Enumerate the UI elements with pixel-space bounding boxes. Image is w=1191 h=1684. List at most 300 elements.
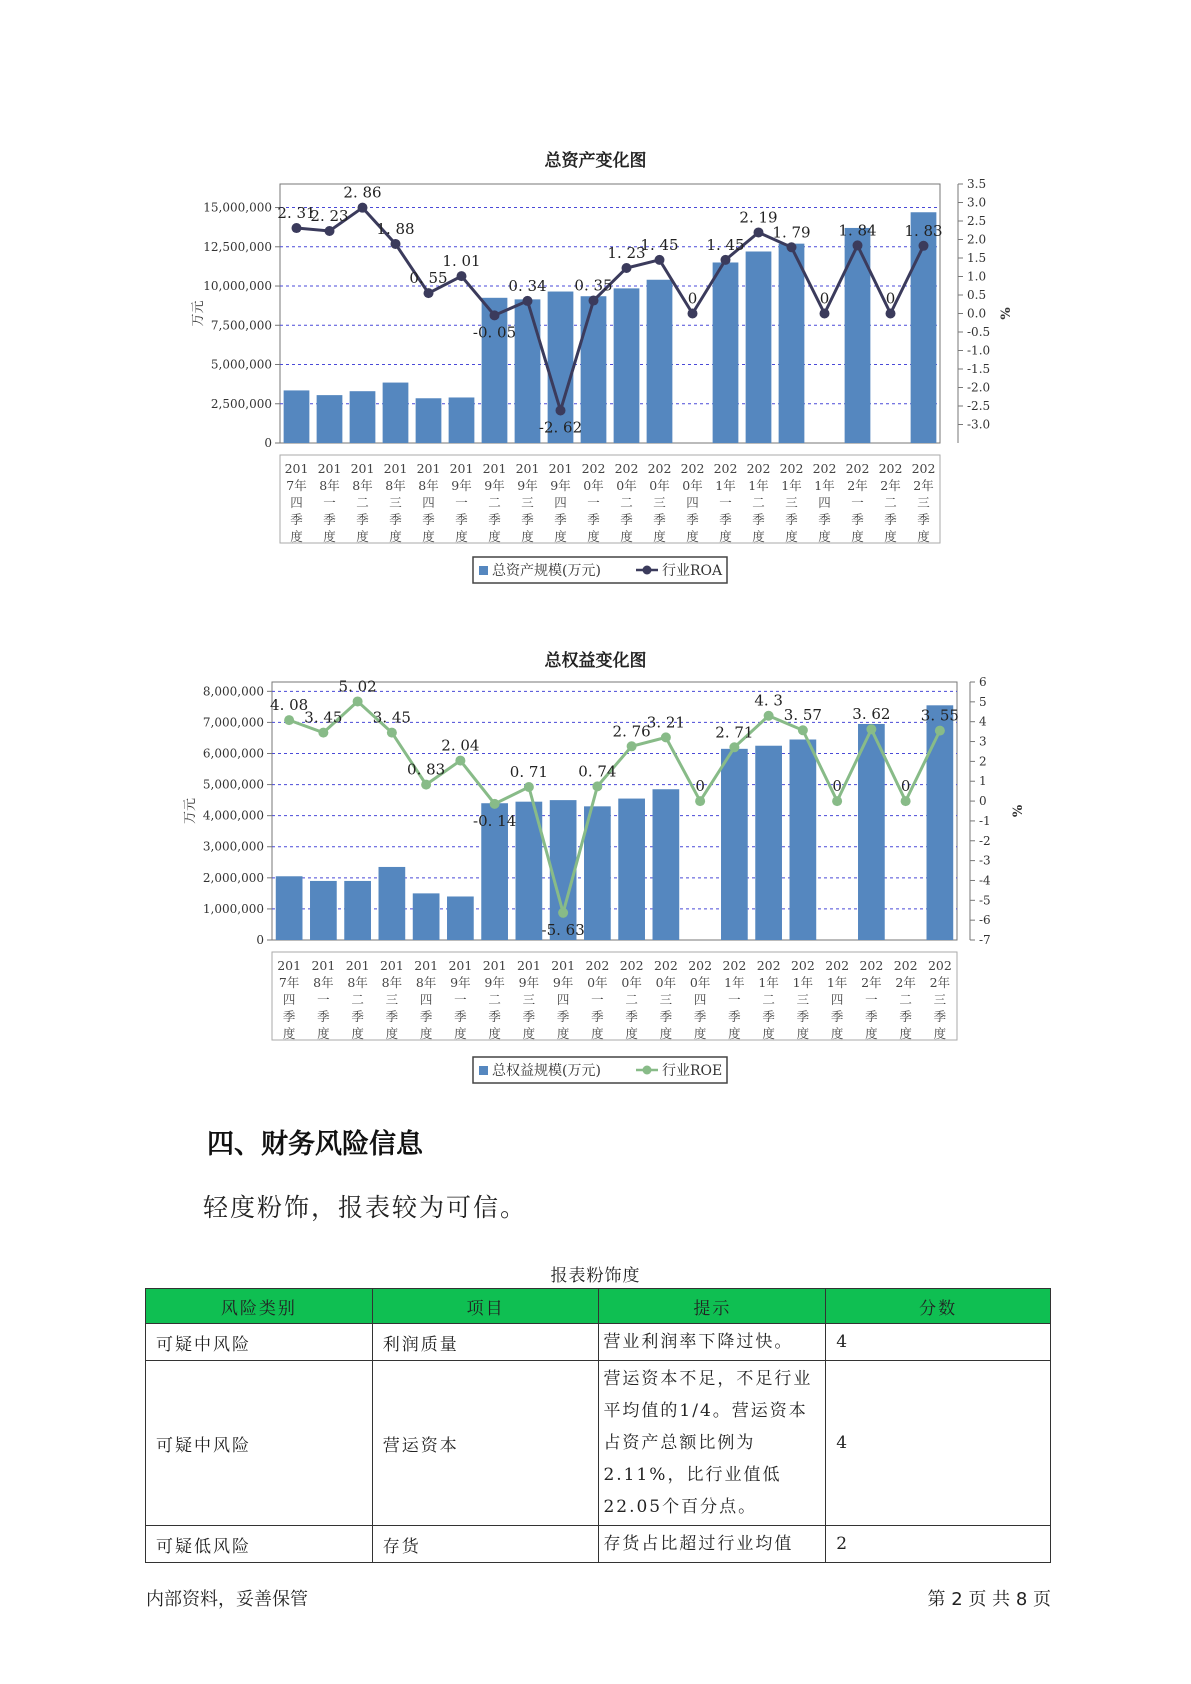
- x-tick-label: 201: [449, 461, 474, 476]
- line-point: [627, 741, 637, 751]
- x-tick-label: 二: [752, 495, 765, 510]
- data-label: 0. 55: [409, 269, 448, 288]
- legend-bar-swatch: [479, 566, 488, 575]
- data-label: 1. 88: [376, 219, 415, 238]
- bar: [858, 724, 885, 940]
- x-tick-label: 度: [591, 1026, 604, 1041]
- line-point: [490, 799, 500, 809]
- data-label: 3. 55: [920, 706, 959, 725]
- data-label: 1. 79: [772, 223, 811, 242]
- data-label: 1. 83: [904, 221, 943, 240]
- data-label: 2. 71: [715, 723, 754, 742]
- row-tip: 营运资本不足，不足行业平均值的1/4。营运资本占资产总额比例为2.11%，比行业值低22.05个百分点。: [599, 1361, 826, 1526]
- row-score: 2: [826, 1526, 1051, 1563]
- bar: [845, 228, 871, 443]
- line-point: [622, 263, 632, 273]
- x-tick-label: 季: [587, 512, 600, 527]
- data-label: 0. 71: [509, 762, 548, 781]
- x-tick-label: 度: [933, 1026, 947, 1041]
- x-tick-label: 0年: [689, 975, 711, 990]
- x-tick-label: 三: [389, 495, 402, 510]
- x-tick-label: 一: [323, 495, 336, 510]
- x-tick-label: 季: [686, 512, 699, 527]
- x-tick-label: 季: [659, 1009, 673, 1024]
- line-point: [284, 715, 294, 725]
- y2-tick-label: -5: [979, 893, 991, 908]
- x-tick-label: 季: [728, 1009, 741, 1024]
- x-tick-label: 7年: [278, 975, 300, 990]
- line-point: [866, 724, 876, 734]
- x-tick-label: 季: [653, 512, 666, 527]
- x-tick-label: 度: [884, 529, 897, 544]
- line-point: [886, 309, 896, 319]
- x-tick-label: 202: [614, 461, 639, 476]
- x-tick-label: 202: [653, 958, 678, 973]
- line-point: [523, 296, 533, 306]
- y-tick-label: 7,500,000: [210, 318, 272, 333]
- x-tick-label: 二: [884, 495, 897, 510]
- x-tick-label: 季: [556, 1009, 570, 1024]
- y-tick-label: 7,000,000: [202, 715, 264, 730]
- row-category: 可疑中风险: [146, 1324, 373, 1361]
- row-score: 4: [826, 1361, 1051, 1526]
- data-label: 2. 31: [277, 204, 316, 223]
- y-tick-label: 10,000,000: [203, 279, 272, 294]
- risk-table: [145, 1288, 1051, 1563]
- data-label: 1. 45: [706, 235, 745, 254]
- y-tick-label: 1,000,000: [202, 901, 264, 916]
- bar: [383, 383, 409, 443]
- x-tick-label: 9年: [552, 975, 574, 990]
- line-point: [391, 239, 401, 249]
- x-tick-label: 季: [818, 512, 831, 527]
- x-tick-label: 度: [686, 529, 699, 544]
- x-tick-label: 季: [455, 512, 468, 527]
- x-tick-label: 度: [323, 529, 336, 544]
- x-tick-label: 9年: [484, 478, 505, 493]
- x-tick-label: 一: [455, 495, 468, 510]
- x-tick-label: 季: [620, 512, 633, 527]
- data-label: 0. 83: [407, 760, 446, 779]
- x-tick-label: 202: [756, 958, 781, 973]
- data-label: 2. 76: [612, 722, 651, 741]
- bar: [413, 893, 440, 940]
- x-tick-label: 三: [933, 992, 947, 1007]
- x-tick-label: 1年: [781, 478, 802, 493]
- y-axis-label: 万元: [191, 300, 206, 327]
- table-caption: 报表粉饰度: [550, 1266, 641, 1286]
- x-tick-label: 季: [719, 512, 732, 527]
- y-tick-label: 15,000,000: [203, 200, 272, 215]
- x-tick-label: 四: [693, 992, 707, 1007]
- x-tick-label: 0年: [616, 478, 637, 493]
- total-assets-chart: [0, 170, 1191, 590]
- x-tick-label: 202: [647, 461, 672, 476]
- x-tick-label: 1年: [826, 975, 848, 990]
- y-tick-label: 4,000,000: [202, 808, 264, 823]
- data-label: 3. 45: [372, 708, 411, 727]
- x-tick-label: 季: [851, 512, 864, 527]
- x-tick-label: 度: [488, 1026, 501, 1041]
- x-tick-label: 202: [893, 958, 918, 973]
- x-tick-label: 0年: [649, 478, 670, 493]
- x-tick-label: 度: [488, 529, 501, 544]
- y2-tick-label: -2: [979, 833, 991, 848]
- x-tick-label: 202: [911, 461, 936, 476]
- x-tick-label: 2年: [895, 975, 916, 990]
- legend-label: 行业ROA: [662, 563, 723, 579]
- y2-tick-label: -3.0: [967, 417, 991, 432]
- x-tick-label: 度: [556, 1026, 570, 1041]
- y2-tick-label: 0: [979, 794, 987, 809]
- data-label: -5. 63: [541, 920, 585, 939]
- line-point: [325, 226, 335, 236]
- y-tick-label: 12,500,000: [203, 239, 272, 254]
- y2-tick-label: 2.0: [967, 232, 987, 247]
- line-point: [421, 780, 431, 790]
- x-tick-label: 度: [653, 529, 666, 544]
- x-tick-label: 202: [812, 461, 837, 476]
- y2-tick-label: -2.0: [967, 380, 991, 395]
- data-label: 5. 02: [338, 677, 377, 696]
- y2-tick-label: -0.5: [967, 325, 991, 339]
- x-tick-label: 度: [317, 1026, 330, 1041]
- x-tick-label: 度: [917, 529, 930, 544]
- table-row: [146, 1361, 1051, 1526]
- data-label: -0. 05: [472, 323, 517, 342]
- x-tick-label: 201: [284, 461, 309, 476]
- x-tick-label: 一: [317, 992, 330, 1007]
- x-tick-label: 201: [379, 958, 404, 973]
- x-tick-label: 三: [653, 495, 666, 510]
- x-tick-label: 度: [719, 529, 732, 544]
- x-tick-label: 202: [746, 461, 771, 476]
- data-label: 3. 57: [783, 706, 822, 725]
- y-tick-label: 2,000,000: [202, 870, 264, 885]
- x-tick-label: 一: [865, 992, 878, 1007]
- x-tick-label: 四: [830, 992, 844, 1007]
- x-tick-label: 202: [713, 461, 738, 476]
- line-point: [387, 728, 397, 738]
- y2-tick-label: 6: [979, 675, 987, 689]
- x-tick-label: 季: [865, 1009, 878, 1024]
- bar: [350, 391, 376, 443]
- x-tick-label: 度: [818, 529, 831, 544]
- bar: [449, 397, 475, 443]
- data-label: 3. 62: [852, 705, 891, 724]
- x-tick-label: 201: [414, 958, 439, 973]
- x-tick-label: 度: [522, 1026, 536, 1041]
- data-label: 0: [687, 289, 698, 308]
- line-point: [661, 732, 671, 742]
- x-tick-label: 度: [785, 529, 798, 544]
- bar: [310, 881, 337, 940]
- x-tick-label: 202: [927, 958, 952, 973]
- x-tick-label: 2年: [861, 975, 882, 990]
- x-tick-label: 201: [516, 958, 541, 973]
- x-tick-label: 季: [422, 512, 435, 527]
- line-point: [358, 203, 368, 213]
- x-tick-label: 2年: [880, 478, 901, 493]
- y-tick-label: 8,000,000: [202, 684, 264, 699]
- bar: [614, 288, 640, 443]
- line-point: [558, 908, 568, 918]
- x-tick-label: 202: [859, 958, 884, 973]
- y2-tick-label: 5: [979, 694, 987, 709]
- x-tick-label: 度: [752, 529, 765, 544]
- x-tick-label: 季: [899, 1009, 912, 1024]
- x-tick-label: 202: [722, 958, 747, 973]
- x-tick-label: 1年: [715, 478, 736, 493]
- x-tick-label: 一: [454, 992, 467, 1007]
- y2-tick-label: -4: [979, 873, 991, 888]
- x-tick-label: 202: [878, 461, 903, 476]
- bar: [746, 251, 772, 443]
- x-tick-label: 季: [625, 1009, 638, 1024]
- header-tip: 提示: [599, 1289, 826, 1324]
- data-label: 0: [900, 777, 911, 796]
- line-point: [729, 742, 739, 752]
- x-tick-label: 1年: [724, 975, 745, 990]
- bar: [276, 876, 303, 940]
- x-tick-label: 度: [356, 529, 369, 544]
- row-tip: 存货占比超过行业均值: [599, 1526, 826, 1563]
- line-point: [556, 405, 566, 415]
- line-point: [490, 310, 500, 320]
- line-point: [820, 309, 830, 319]
- x-tick-label: 季: [693, 1009, 707, 1024]
- x-tick-label: 201: [311, 958, 336, 973]
- bar: [581, 296, 607, 443]
- x-tick-label: 季: [488, 1009, 501, 1024]
- bar: [653, 789, 680, 940]
- x-tick-label: 度: [454, 1026, 467, 1041]
- bar: [379, 867, 406, 940]
- data-label: 3. 45: [304, 708, 343, 727]
- x-tick-label: 度: [385, 1026, 399, 1041]
- y2-tick-label: 2.5: [967, 214, 987, 228]
- line-point: [592, 781, 602, 791]
- x-tick-label: 度: [830, 1026, 844, 1041]
- x-tick-label: 9年: [484, 975, 505, 990]
- x-tick-label: 季: [752, 512, 765, 527]
- x-tick-label: 季: [290, 512, 303, 527]
- line-point: [695, 796, 705, 806]
- x-tick-label: 0年: [583, 478, 604, 493]
- x-tick-label: 四: [556, 992, 570, 1007]
- line-point: [764, 711, 774, 721]
- y2-tick-label: -1.5: [967, 362, 991, 376]
- data-label: 3. 21: [646, 713, 685, 732]
- legend-line-marker: [643, 566, 652, 575]
- data-label: -2. 62: [538, 418, 583, 437]
- line-point: [457, 271, 467, 281]
- x-tick-label: 季: [282, 1009, 296, 1024]
- y2-tick-label: -6: [979, 913, 991, 928]
- x-tick-label: 二: [762, 992, 775, 1007]
- table-row: [146, 1526, 1051, 1563]
- x-tick-label: 202: [688, 958, 713, 973]
- x-tick-label: 度: [728, 1026, 741, 1041]
- data-label: 1. 45: [640, 235, 679, 254]
- chart2-title: 总权益变化图: [544, 651, 647, 671]
- x-tick-label: 季: [522, 1009, 536, 1024]
- data-label: 2. 04: [441, 736, 480, 755]
- x-tick-label: 一: [719, 495, 732, 510]
- x-tick-label: 202: [581, 461, 606, 476]
- x-tick-label: 三: [521, 495, 534, 510]
- header-category: 风险类别: [146, 1289, 373, 1324]
- y2-tick-label: 1.0: [967, 269, 987, 284]
- y2-tick-label: 3.0: [967, 195, 987, 210]
- x-tick-label: 一: [851, 495, 864, 510]
- x-tick-label: 8年: [381, 975, 403, 990]
- y2-tick-label: -1.0: [967, 343, 991, 358]
- legend-line-marker: [643, 1066, 652, 1075]
- x-tick-label: 1年: [792, 975, 814, 990]
- data-label: 0: [695, 777, 705, 796]
- line-point: [832, 796, 842, 806]
- line-point: [655, 255, 665, 265]
- x-tick-label: 度: [419, 1026, 433, 1041]
- row-item: 营运资本: [372, 1361, 599, 1526]
- y-tick-label: 5,000,000: [202, 777, 264, 792]
- x-tick-label: 季: [521, 512, 534, 527]
- x-tick-label: 四: [282, 992, 296, 1007]
- x-tick-label: 二: [351, 992, 364, 1007]
- x-tick-label: 8年: [385, 478, 406, 493]
- line-point: [901, 796, 911, 806]
- x-tick-label: 四: [686, 495, 699, 510]
- x-tick-label: 0年: [621, 975, 642, 990]
- x-tick-label: 8年: [418, 478, 439, 493]
- bar: [927, 705, 954, 940]
- footer-page-number: 第 2 页 共 8 页: [927, 1589, 1051, 1610]
- y2-tick-label: 1: [979, 774, 987, 789]
- line-point: [754, 227, 764, 237]
- x-tick-label: 季: [884, 512, 897, 527]
- data-label: 0. 74: [578, 762, 617, 781]
- line-point: [318, 728, 328, 738]
- x-tick-label: 季: [385, 1009, 399, 1024]
- row-item: 存货: [372, 1526, 599, 1563]
- x-tick-label: 2年: [847, 478, 868, 493]
- x-tick-label: 度: [521, 529, 534, 544]
- data-label: 0. 35: [574, 276, 613, 295]
- legend-label: 总资产规模(万元): [492, 563, 601, 579]
- bar: [515, 299, 541, 443]
- x-tick-label: 季: [488, 512, 501, 527]
- line-point: [721, 255, 731, 265]
- line-point: [688, 309, 698, 319]
- x-tick-label: 季: [591, 1009, 604, 1024]
- line-point: [589, 296, 599, 306]
- bar: [779, 244, 805, 443]
- x-tick-label: 201: [448, 958, 473, 973]
- row-score: 4: [826, 1324, 1051, 1361]
- y2-tick-label: 3.5: [967, 177, 987, 191]
- data-label: 0: [819, 289, 830, 308]
- x-tick-label: 度: [865, 1026, 878, 1041]
- x-tick-label: 9年: [451, 478, 472, 493]
- x-tick-label: 季: [933, 1009, 947, 1024]
- bar: [416, 398, 442, 443]
- data-label: 0. 34: [508, 276, 547, 295]
- x-tick-label: 0年: [587, 975, 608, 990]
- x-tick-label: 二: [356, 495, 369, 510]
- x-tick-label: 0年: [655, 975, 677, 990]
- x-tick-label: 201: [383, 461, 408, 476]
- x-tick-label: 9年: [550, 478, 571, 493]
- x-tick-label: 201: [482, 461, 507, 476]
- x-tick-label: 度: [899, 1026, 912, 1041]
- section-heading: 四、财务风险信息: [207, 1129, 423, 1160]
- x-tick-label: 四: [818, 495, 831, 510]
- legend-label: 行业ROE: [662, 1063, 723, 1079]
- x-tick-label: 度: [693, 1026, 707, 1041]
- x-tick-label: 三: [385, 992, 399, 1007]
- data-label: 4. 3: [754, 691, 783, 710]
- x-tick-label: 季: [454, 1009, 467, 1024]
- x-tick-label: 季: [830, 1009, 844, 1024]
- bar: [618, 799, 645, 940]
- x-tick-label: 度: [554, 529, 567, 544]
- x-tick-label: 四: [419, 992, 433, 1007]
- table-row: [146, 1324, 1051, 1361]
- x-tick-label: 202: [825, 958, 850, 973]
- x-axis-label-box: [272, 952, 957, 1040]
- line-point: [798, 725, 808, 735]
- x-tick-label: 四: [554, 495, 567, 510]
- line-point: [353, 696, 363, 706]
- row-category: 可疑中风险: [146, 1361, 373, 1526]
- bar: [713, 262, 739, 443]
- x-tick-label: 季: [389, 512, 402, 527]
- x-tick-label: 季: [419, 1009, 433, 1024]
- x-tick-label: 9年: [450, 975, 471, 990]
- row-category: 可疑低风险: [146, 1526, 373, 1563]
- y2-tick-label: -1: [979, 813, 991, 828]
- x-tick-label: 8年: [347, 975, 368, 990]
- line-point: [524, 782, 534, 792]
- bar: [550, 800, 577, 940]
- x-tick-label: 二: [488, 495, 501, 510]
- x-tick-label: 201: [345, 958, 370, 973]
- x-tick-label: 201: [551, 958, 576, 973]
- bar: [721, 749, 748, 940]
- legend-label: 总权益规模(万元): [492, 1063, 601, 1079]
- line-point: [455, 756, 465, 766]
- legend-bar-swatch: [479, 1066, 488, 1075]
- x-tick-label: 度: [796, 1026, 810, 1041]
- x-tick-label: 202: [790, 958, 815, 973]
- y-tick-label: 5,000,000: [210, 357, 272, 372]
- y-axis-label: 万元: [183, 797, 198, 825]
- y2-tick-label: 3: [979, 734, 987, 749]
- y-tick-label: 2,500,000: [210, 396, 272, 411]
- y2-tick-label: 2: [979, 754, 987, 769]
- footer-confidential: 内部资料，妥善保管: [146, 1589, 308, 1610]
- x-tick-label: 度: [455, 529, 468, 544]
- x-tick-label: 一: [728, 992, 741, 1007]
- x-tick-label: 8年: [415, 975, 437, 990]
- x-axis-label-box: [280, 455, 940, 543]
- data-label: 0: [832, 777, 842, 796]
- x-tick-label: 二: [620, 495, 633, 510]
- y2-tick-label: 0.5: [967, 288, 987, 302]
- x-tick-label: 201: [416, 461, 441, 476]
- x-tick-label: 二: [899, 992, 912, 1007]
